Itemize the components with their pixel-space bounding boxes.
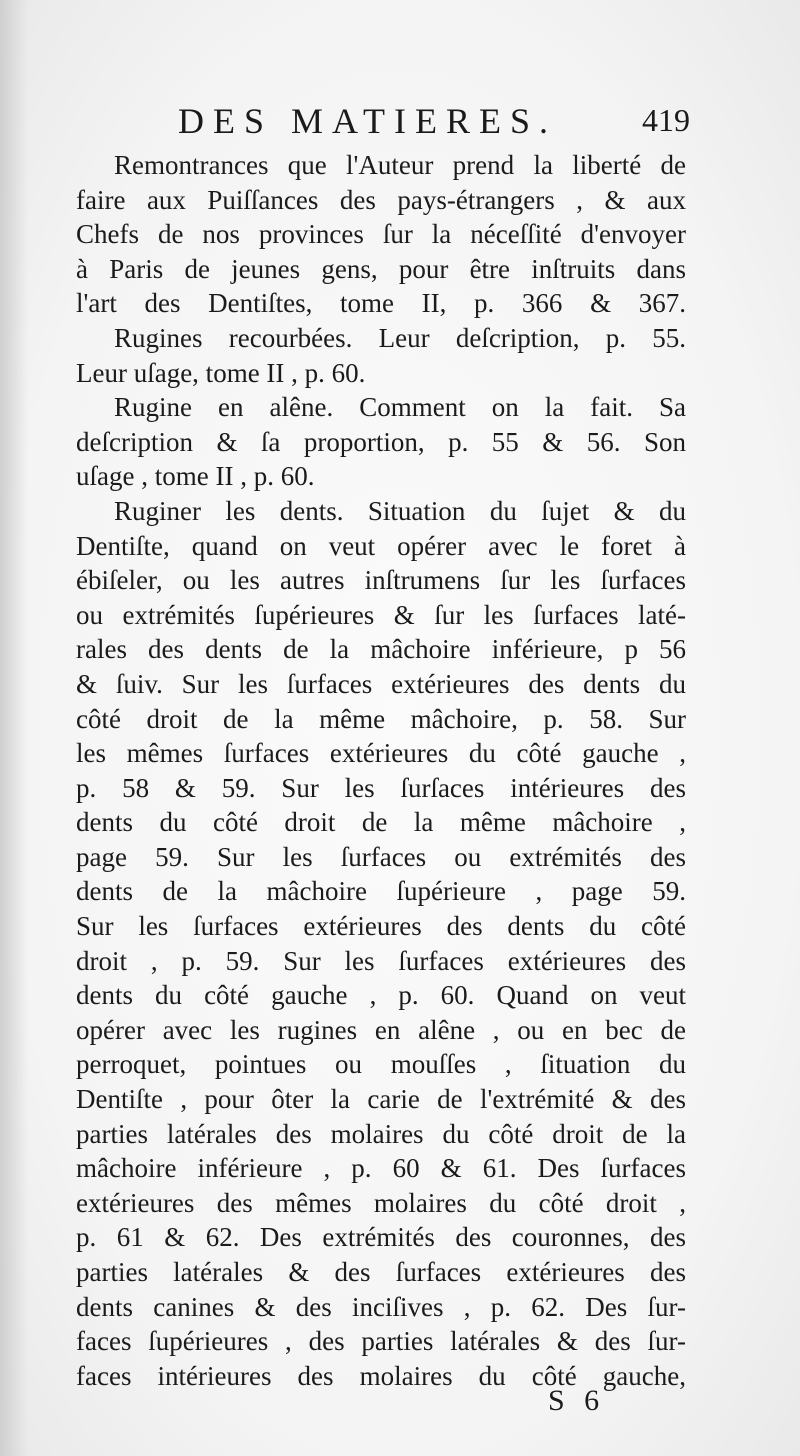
text-line: Rugine en alêne. Comment on la fait. Sa (114, 392, 686, 423)
text-line: uſage , tome II , p. 60. (76, 461, 315, 492)
text-line: Sur les ſurfaces extérieures des dents du côté (76, 911, 686, 942)
text-line: p. 61 & 62. Des extrémités des couronnes, des (76, 1222, 686, 1253)
text-line: Dentiſte, quand on veut opérer avec le foret à (76, 530, 686, 561)
text-line: Chefs de nos provinces ſur la néceſſité d'envoyer (76, 219, 686, 250)
text-line: faire aux Puiſſances des pays-étrangers , & aux (76, 184, 686, 215)
text-line: page 59. Sur les ſurfaces ou extrémités des (76, 841, 686, 872)
text-line: & ſuiv. Sur les ſurfaces extérieures des dents du (76, 668, 686, 699)
text-line: opérer avec les rugines en alêne , ou en bec de (76, 1014, 686, 1045)
text-line: Leur uſage, tome II , p. 60. (76, 357, 366, 388)
running-head (170, 100, 690, 150)
text-line: dents canines & des inciſives , p. 62. Des ſur- (76, 1291, 686, 1322)
text-line: Dentiſte , pour ôter la carie de l'extrémité & des (76, 1084, 686, 1115)
text-line: extérieures des mêmes molaires du côté droit , (76, 1187, 686, 1218)
text-line: parties latérales des molaires du côté droit de la (76, 1118, 686, 1149)
text-line: à Paris de jeunes gens, pour être inſtruits dans (76, 253, 686, 284)
signature-mark: S 6 (548, 1384, 606, 1417)
text-line: p. 58 & 59. Sur les ſurſaces intérieures des (76, 772, 686, 803)
text-line: rales des dents de la mâchoire inférieure, p 56 (76, 634, 686, 665)
text-line: parties latérales & des ſurfaces extérieures des (76, 1257, 686, 1287)
text-line: Rugines recourbées. Leur deſcription, p. 55. (114, 322, 686, 353)
text-line: dents du côté gauche , p. 60. Quand on veut (76, 980, 686, 1011)
text-line: les mêmes ſurfaces extérieures du côté gauche , (76, 738, 686, 769)
text-line: Ruginer les dents. Situation du ſujet & du (114, 495, 686, 526)
index-entries (76, 148, 686, 1393)
text-line: mâchoire inférieure , p. 60 & 61. Des ſurfaces (76, 1153, 686, 1184)
text-line: Remontrances que l'Auteur prend la liberté de (114, 150, 686, 180)
text-line: l'art des Dentiſtes, tome II, p. 366 & 367. (76, 288, 686, 319)
page-number: 419 (642, 102, 690, 138)
text-line: droit , p. 59. Sur les ſurfaces extérieures des (76, 945, 686, 976)
running-head-title: DES MATIERES. (178, 101, 558, 141)
text-line: deſcription & ſa proportion, p. 55 & 56. Son (76, 426, 686, 457)
text-line: dents de la mâchoire ſupérieure , page 59. (76, 876, 686, 907)
text-line: dents du côté droit de la même mâchoire , (76, 807, 686, 838)
text-line: faces intérieures des molaires du côté gauche, (76, 1360, 686, 1391)
text-line: faces ſupérieures , des parties latérales & des ſur- (76, 1326, 686, 1357)
spine-shadow (0, 0, 28, 1456)
text-line: côté droit de la même mâchoire, p. 58. Sur (76, 703, 686, 734)
text-line: perroquet, pointues ou mouſſes , ſituation du (76, 1049, 686, 1080)
text-line: ébiſeler, ou les autres inſtrumens ſur les ſurfaces (76, 565, 686, 596)
text-line: ou extrémités ſupérieures & ſur les ſurfaces laté- (76, 599, 686, 630)
